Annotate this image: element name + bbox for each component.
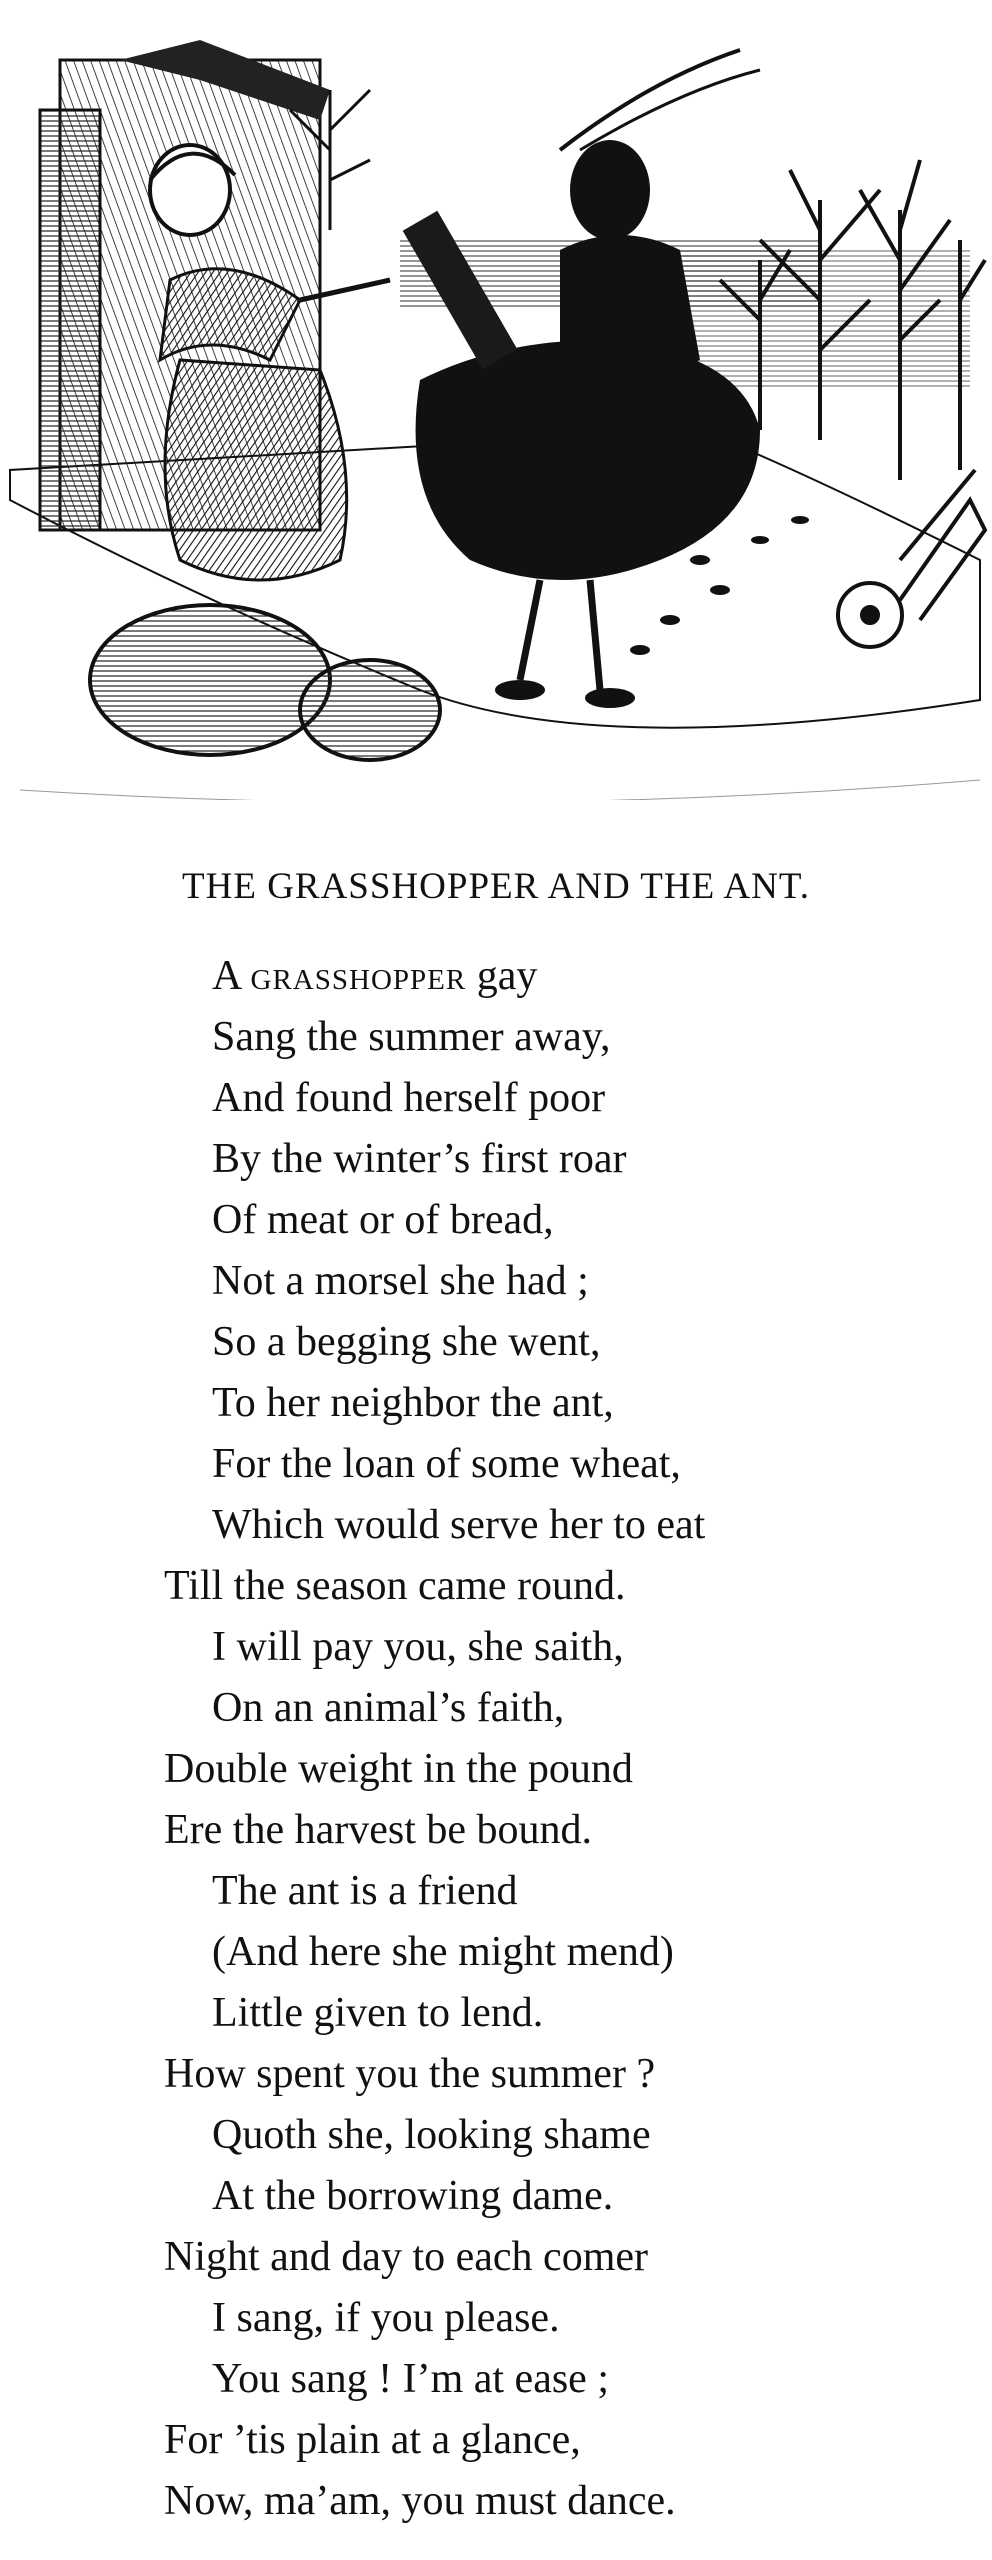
- poem-line: For the loan of some wheat,: [212, 1441, 681, 1487]
- poem-line-1: [212, 955, 537, 997]
- poem-line: And found herself poor: [212, 1075, 606, 1121]
- poem-line: Till the season came round.: [164, 1563, 626, 1609]
- poem-line: Night and day to each comer: [164, 2234, 648, 2280]
- poem-line: The ant is a friend: [212, 1868, 518, 1914]
- poem-line: So a begging she went,: [212, 1319, 601, 1365]
- engraving-illustration: [0, 0, 992, 800]
- poem-line: Double weight in the pound: [164, 1746, 633, 1792]
- grasshopper-ant-engraving-icon: [0, 0, 992, 800]
- poem-line: How spent you the summer ?: [164, 2051, 656, 2097]
- poem-line: You sang ! I’m at ease ;: [212, 2356, 609, 2402]
- poem-line: Quoth she, looking shame: [212, 2112, 651, 2158]
- poem-line: (And here she might mend): [212, 1929, 674, 1975]
- poem-line: I sang, if you please.: [212, 2295, 560, 2341]
- poem-line: For ’tis plain at a glance,: [164, 2417, 581, 2463]
- poem-line-1-end: gay: [476, 953, 538, 999]
- poem-line: Now, ma’am, you must dance.: [164, 2478, 676, 2524]
- poem-line-1-smallcaps: grasshopper: [250, 953, 467, 999]
- poem-title: THE GRASSHOPPER AND THE ANT.: [182, 866, 810, 907]
- poem-line: Ere the harvest be bound.: [164, 1807, 593, 1853]
- poem-line: Of meat or of bread,: [212, 1197, 554, 1243]
- poem-line: Not a morsel she had ;: [212, 1258, 589, 1304]
- poem-line: I will pay you, she saith,: [212, 1624, 624, 1670]
- poem-line: On an animal’s faith,: [212, 1685, 565, 1731]
- poem-line: To her neighbor the ant,: [212, 1380, 614, 1426]
- poem-line: Which would serve her to eat: [212, 1502, 706, 1548]
- poem-line: By the winter’s first roar: [212, 1136, 627, 1182]
- poem-line: Sang the summer away,: [212, 1014, 611, 1060]
- poem-line: Little given to lend.: [212, 1990, 544, 2036]
- poem-line: At the borrowing dame.: [212, 2173, 614, 2219]
- poem-line-1-start: A: [212, 953, 241, 999]
